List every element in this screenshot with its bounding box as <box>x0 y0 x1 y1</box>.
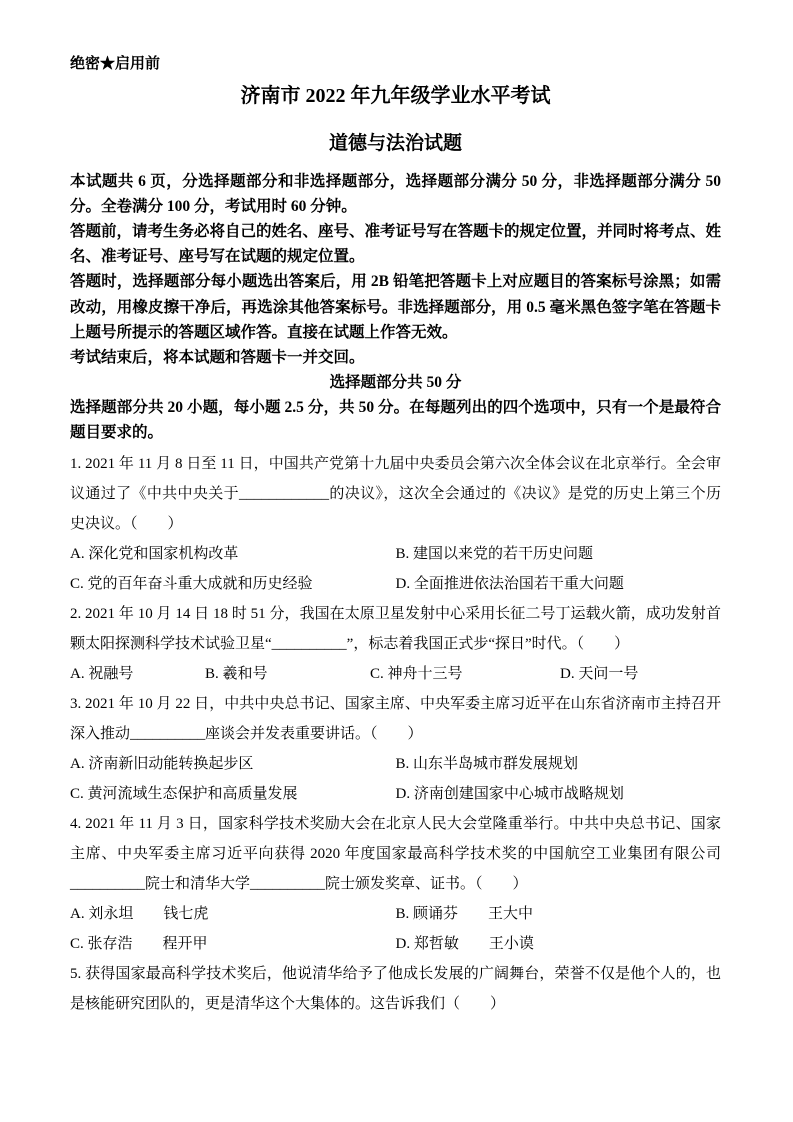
question-1-option-a: A. 深化党和国家机构改革 <box>70 546 239 563</box>
question-4 <box>70 809 721 959</box>
question-3-option-d: D. 济南创建国家中心城市战略规划 <box>395 786 624 803</box>
question-1 <box>70 449 721 599</box>
instruction-paragraph-2: 答题前，请考生务必将自己的姓名、座号、准考证号写在答题卡的规定位置，并同时将考点、姓名、准考证号、座号写在试题的规定位置。 <box>70 223 722 266</box>
question-4-stem: 4. 2021 年 11 月 3 日，国家科学技术奖励大会在北京人民大会堂隆重举行。中共中央总书记、国家主席、中央军委主席习近平向获得 2020 年度国家最高科学技术奖的中国航空工业集团有限公司__________院士和清华大学__________院士颁发奖章、证书。（ ） <box>70 816 721 893</box>
question-4-option-a: A. 刘永坦 钱七虎 <box>70 906 209 923</box>
question-3-option-b: B. 山东半岛城市群发展规划 <box>395 756 579 773</box>
instruction-paragraph-3: 答题时，选择题部分每小题选出答案后，用 2B 铅笔把答题卡上对应题目的答案标号涂黑；如需改动，用橡皮擦干净后，再选涂其他答案标号。非选择题部分，用 0.5 毫米黑色签字笔在答题卡上题号所提示的答题区域作答。直接在试题上作答无效。 <box>70 273 721 341</box>
question-3-option-a: A. 济南新旧动能转换起步区 <box>70 756 254 773</box>
question-2-option-b: B. 羲和号 <box>205 666 268 683</box>
exam-title: 济南市 2022 年九年级学业水平考试 <box>240 85 551 107</box>
question-4-options <box>70 899 721 959</box>
question-5-stem: 5. 获得国家最高科学技术奖后，他说清华给予了他成长发展的广阔舞台，荣誉不仅是他个人的，也是核能研究团队的，更是清华这个大集体的。这告诉我们（ ） <box>70 966 721 1013</box>
question-1-stem: 1. 2021 年 11 月 8 日至 11 日，中国共产党第十九届中央委员会第六次全体会议在北京举行。全会审议通过了《中共中央关于____________的决议》，这次全会通过的《决议》是党的历史上第三个历史决议。（ ） <box>70 456 721 533</box>
exam-subtitle: 道德与法治试题 <box>328 133 462 154</box>
question-2-option-a: A. 祝融号 <box>70 666 134 683</box>
instruction-paragraph-4: 考试结束后，将本试题和答题卡一并交回。 <box>70 348 365 366</box>
question-2-stem: 2. 2021 年 10 月 14 日 18 时 51 分，我国在太原卫星发射中心采用长征二号丁运载火箭，成功发射首颗太阳探测科学技术试验卫星“__________”，标志着我国正式步“探日”时代。（ ） <box>70 606 721 653</box>
question-2 <box>70 599 721 689</box>
classification-label: 绝密★启用前 <box>70 56 161 72</box>
question-1-option-b: B. 建国以来党的若干历史问题 <box>395 546 594 563</box>
instruction-paragraph-1: 本试题共 6 页，分选择题部分和非选择题部分，选择题部分满分 50 分，非选择题部分满分 50 分。全卷满分 100 分，考试用时 60 分钟。 <box>70 173 721 216</box>
question-4-option-b: B. 顾诵芬 王大中 <box>395 906 534 923</box>
question-3-option-c: C. 黄河流域生态保护和高质量发展 <box>70 786 298 803</box>
question-4-option-c: C. 张存浩 程开甲 <box>70 936 208 953</box>
question-1-option-c: C. 党的百年奋斗重大成就和历史经验 <box>70 576 313 593</box>
question-5 <box>70 959 721 1019</box>
section-heading: 选择题部分共 50 分 <box>329 373 462 391</box>
question-2-option-c: C. 神舟十三号 <box>370 666 463 683</box>
question-1-options <box>70 539 721 599</box>
question-3-stem: 3. 2021 年 10 月 22 日，中共中央总书记、国家主席、中央军委主席习近平在山东省济南市主持召开深入推动__________座谈会并发表重要讲话。（ ） <box>70 696 721 743</box>
question-2-options <box>70 659 721 689</box>
question-2-option-d: D. 天问一号 <box>560 666 639 683</box>
question-4-option-d: D. 郑哲敏 王小谟 <box>395 936 534 953</box>
question-1-option-d: D. 全面推进依法治国若干重大问题 <box>395 576 624 593</box>
question-3-options <box>70 749 721 809</box>
section-note: 选择题部分共 20 小题，每小题 2.5 分，共 50 分。在每题列出的四个选项中，只有一个是最符合题目要求的。 <box>70 398 721 442</box>
question-3 <box>70 689 721 809</box>
